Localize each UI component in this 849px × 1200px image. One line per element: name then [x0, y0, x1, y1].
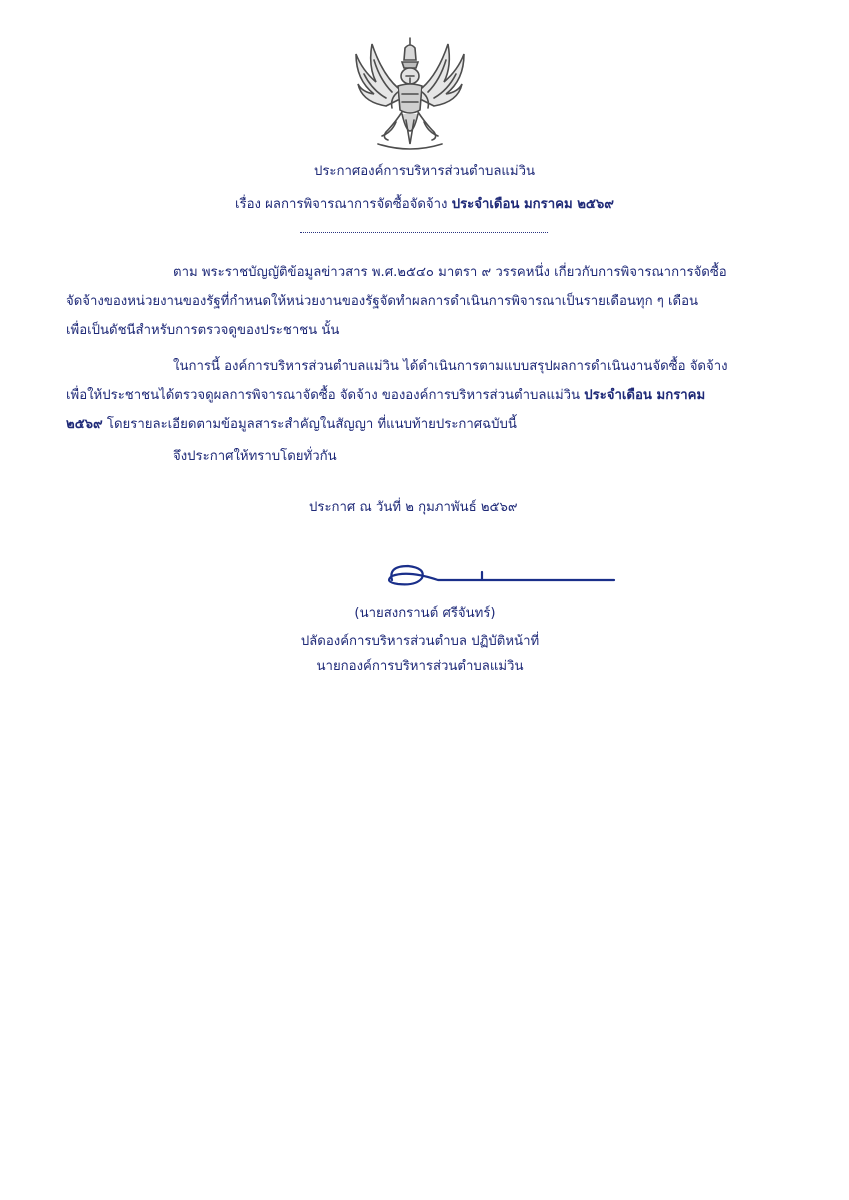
paragraph-2-line: ในการนี้ องค์การบริหารส่วนตำบลแม่วิน ได้ดำเนินการตามแบบสรุปผลการดำเนินงานจัดซื้อ จัดจ้าง: [173, 359, 728, 374]
dotted-divider: [300, 218, 548, 233]
paragraph-2: [66, 352, 776, 439]
signatory-position-2: นายกองค์การบริหารส่วนตำบลแม่วิน: [316, 659, 524, 674]
paragraph-1: [66, 258, 776, 345]
signatory-name: (นายสงกรานต์ ศรีจันทร์): [354, 606, 496, 621]
announcement-date: ประกาศ ณ วันที่ ๒ กุมภาพันธ์ ๒๕๖๙: [309, 500, 518, 515]
garuda-emblem-icon: [352, 36, 468, 154]
paragraph-2-line: [66, 381, 776, 410]
paragraph-2-year: ๒๕๖๙: [66, 417, 103, 432]
subject-prefix: เรื่อง ผลการพิจารณาการจัดซื้อจัดจ้าง: [235, 197, 452, 212]
paragraph-2-line: [66, 410, 776, 439]
subject-month: ประจำเดือน มกราคม ๒๕๖๙: [451, 197, 614, 212]
paragraph-2-text: เพื่อให้ประชาชนได้ตรวจดูผลการพิจารณาจัดซื้อ จัดจ้าง ขององค์การบริหารส่วนตำบลแม่วิน: [66, 388, 585, 403]
paragraph-2-month: ประจำเดือน มกราคม: [584, 388, 706, 403]
paragraph-1-line: เพื่อเป็นดัชนีสำหรับการตรวจดูของประชาชน นั้น: [66, 323, 340, 338]
announcement-title: ประกาศองค์การบริหารส่วนตำบลแม่วิน: [313, 164, 536, 179]
paragraph-1-line: ตาม พระราชบัญญัติข้อมูลข่าวสาร พ.ศ.๒๕๔๐ มาตรา ๙ วรรคหนึ่ง เกี่ยวกับการพิจารณาการจัดซื้อ: [173, 265, 727, 280]
paragraph-2-text: โดยรายละเอียดตามข้อมูลสาระสำคัญในสัญญา ที่แนบท้ายประกาศฉบับนี้: [102, 417, 517, 432]
signature-icon: [378, 558, 618, 598]
signatory-position-1: ปลัดองค์การบริหารส่วนตำบล ปฏิบัติหน้าที่: [300, 634, 540, 649]
paragraph-3: จึงประกาศให้ทราบโดยทั่วกัน: [173, 449, 337, 464]
paragraph-1-line: จัดจ้างของหน่วยงานของรัฐที่กำหนดให้หน่วยงานของรัฐจัดทำผลการดำเนินการพิจารณาเป็นรายเดือนทุก ๆ เดือน: [66, 294, 699, 309]
announcement-subject: [0, 193, 849, 214]
